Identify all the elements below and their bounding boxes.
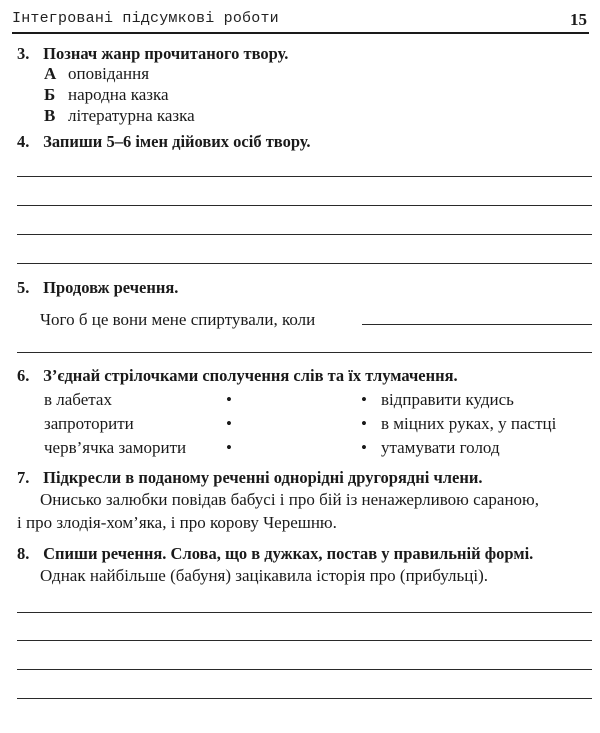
match-left-item: в лабетах [44, 390, 112, 409]
answer-line[interactable] [362, 324, 592, 325]
question-prompt: Запиши 5–6 імен дійових осіб твору. [43, 132, 311, 151]
answer-line[interactable] [17, 612, 592, 613]
match-left-bullet[interactable]: • [226, 438, 232, 457]
question-prompt: Продовж речення. [43, 278, 179, 297]
question-number: 5. [17, 278, 30, 297]
question-prompt: Підкресли в поданому реченні однорідні другорядні члени. [43, 468, 483, 487]
option-letter: В [44, 106, 56, 125]
answer-line[interactable] [17, 234, 592, 235]
question-3-title [17, 44, 288, 64]
question-prompt: Познач жанр прочитаного твору. [43, 44, 289, 63]
question-8-title [17, 544, 533, 564]
option-a[interactable] [44, 64, 149, 84]
match-left-item: черв’ячка заморити [44, 438, 187, 457]
question-4-title [17, 132, 311, 152]
sentence-start: Чого б це вони мене спиртували, коли [40, 310, 316, 329]
sentence: Однак найбільше (бабуня) зацікавила історія про (прибульці). [40, 566, 489, 585]
option-c[interactable] [44, 106, 195, 126]
question-prompt: Спиши речення. Слова, що в дужках, постав у правильній формі. [43, 544, 534, 563]
question-number: 3. [17, 44, 30, 63]
sentence-line-2: і про злодія-хом’яка, і про корову Черешню. [17, 513, 337, 532]
question-6-title [17, 366, 458, 386]
answer-line[interactable] [17, 205, 592, 206]
question-number: 7. [17, 468, 30, 487]
page-header [12, 8, 589, 34]
answer-line[interactable] [17, 176, 592, 177]
match-right-item: відправити кудись [381, 390, 514, 409]
match-right-item: в міцних руках, у пастці [381, 414, 557, 433]
question-number: 6. [17, 366, 30, 385]
question-prompt: З’єднай стрілочками сполучення слів та їх тлумачення. [43, 366, 458, 385]
option-text: літературна казка [68, 106, 195, 125]
match-right-bullet[interactable]: • [361, 414, 367, 433]
question-7-title [17, 468, 483, 488]
match-right-item: утамувати голод [381, 438, 500, 457]
question-5-title [17, 278, 178, 298]
answer-line[interactable] [17, 698, 592, 699]
match-left-bullet[interactable]: • [226, 414, 232, 433]
match-right-bullet[interactable]: • [361, 438, 367, 457]
option-text: народна казка [68, 85, 169, 104]
option-letter: Б [44, 85, 56, 104]
option-text: оповідання [68, 64, 150, 83]
match-left-bullet[interactable]: • [226, 390, 232, 409]
option-b[interactable] [44, 85, 169, 105]
match-right-bullet[interactable]: • [361, 390, 367, 409]
question-number: 8. [17, 544, 30, 563]
match-left-item: запроторити [44, 414, 134, 433]
page-number: 15 [570, 10, 587, 29]
answer-line[interactable] [17, 352, 592, 353]
answer-line[interactable] [17, 263, 592, 264]
question-number: 4. [17, 132, 30, 151]
answer-line[interactable] [17, 669, 592, 670]
option-letter: А [44, 64, 57, 83]
sentence-line-1: Онисько залюбки повідав бабусі і про бій із ненажерливою сараною, [40, 490, 539, 509]
answer-line[interactable] [17, 640, 592, 641]
header-title: Інтегровані підсумкові роботи [12, 10, 279, 27]
